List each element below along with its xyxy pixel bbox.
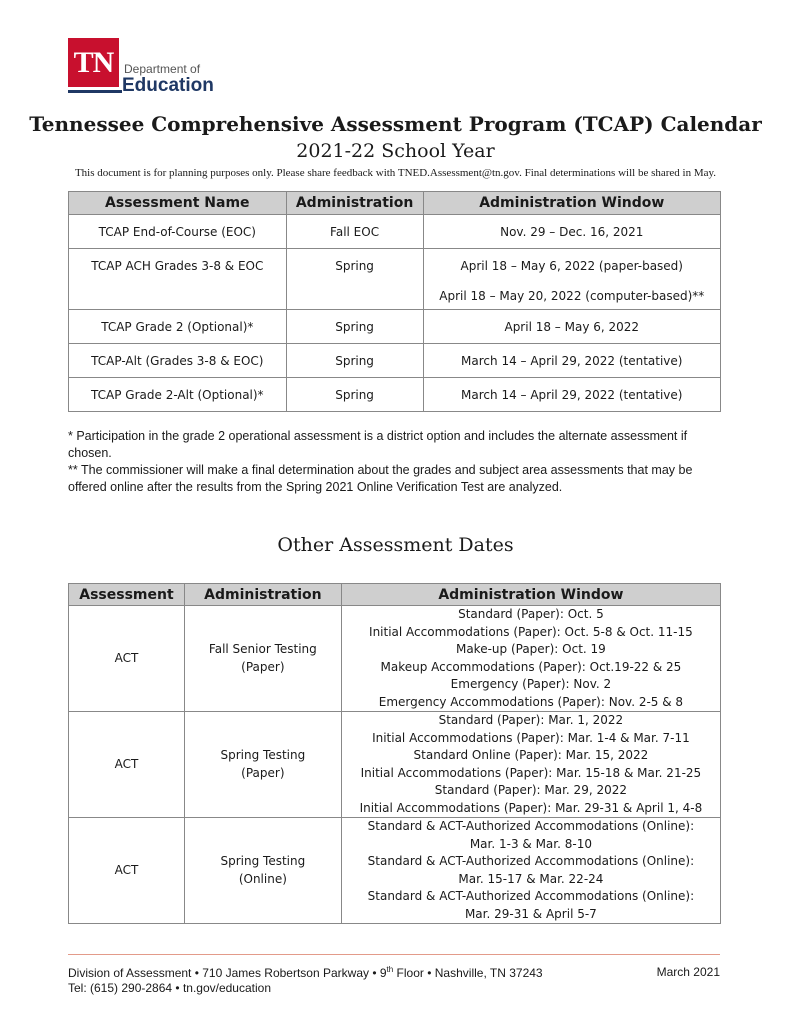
footer-date: March 2021	[656, 965, 720, 979]
tn-doe-logo	[68, 38, 228, 96]
assessment-name-cell: TCAP Grade 2-Alt (Optional)*	[69, 378, 287, 412]
window-line: Makeup Accommodations (Paper): Oct.19-22 & 25	[380, 659, 682, 674]
header-assessment-name: Assessment Name	[69, 192, 287, 215]
window-cell	[341, 818, 720, 924]
address-text: Division of Assessment • 710 James Robertson Parkway • 9	[68, 966, 387, 980]
page-title: Tennessee Comprehensive Assessment Program (TCAP) Calendar	[29, 112, 762, 136]
table-row	[69, 712, 721, 818]
table-row	[69, 606, 721, 712]
window-line: Mar. 29-31 & April 5-7	[464, 906, 597, 921]
admin-line: (Online)	[238, 871, 287, 886]
window-cell	[341, 712, 720, 818]
table-header-row	[69, 192, 721, 215]
table-row	[69, 249, 721, 310]
table-row	[69, 344, 721, 378]
footer-address	[68, 965, 543, 980]
table-row	[69, 378, 721, 412]
admin-line: (Paper)	[241, 659, 285, 674]
administration-cell: Spring	[286, 310, 423, 344]
administration-cell: Spring	[286, 249, 423, 310]
administration-cell: Spring	[286, 344, 423, 378]
admin-line: Spring Testing	[220, 748, 306, 762]
header-administration-window: Administration Window	[341, 584, 720, 606]
admin-line: Spring Testing	[220, 854, 306, 868]
window-line: Make-up (Paper): Oct. 19	[455, 642, 606, 656]
floor-suffix: th	[386, 965, 394, 974]
window-line: Standard (Paper): Mar. 29, 2022	[434, 783, 627, 797]
table-row	[69, 215, 721, 249]
window-line: Standard (Paper): Mar. 1, 2022	[438, 713, 624, 727]
window-line: Standard (Paper): Oct. 5	[458, 607, 604, 621]
window-cell: April 18 – May 6, 2022	[423, 310, 720, 344]
header-assessment: Assessment	[69, 584, 185, 606]
footer-divider	[68, 954, 720, 955]
planning-note: This document is for planning purposes only. Please share feedback with TNED.Assessment@tn.gov. Final determinations will be shared in May.	[74, 167, 717, 179]
administration-cell	[184, 606, 341, 712]
window-cell: March 14 – April 29, 2022 (tentative)	[423, 378, 720, 412]
footnote-grade2: * Participation in the grade 2 operational assessment is a district option and includes the alternate assessment if chosen.	[68, 429, 688, 460]
footer-contact: Tel: (615) 290-2864 • tn.gov/education	[68, 981, 272, 995]
assessment-name-cell: TCAP End-of-Course (EOC)	[69, 215, 287, 249]
window-line: Standard Online (Paper): Mar. 15, 2022	[413, 748, 649, 762]
window-line: Mar. 15-17 & Mar. 22-24	[458, 871, 604, 886]
admin-line: (Paper)	[241, 765, 285, 780]
window-cell	[423, 249, 720, 310]
window-line: Initial Accommodations (Paper): Mar. 1-4 & Mar. 7-11	[372, 730, 690, 745]
administration-cell	[184, 712, 341, 818]
window-line: Emergency (Paper): Nov. 2	[450, 677, 612, 691]
assessment-cell: ACT	[69, 818, 185, 924]
table-header-row	[69, 584, 721, 606]
window-line: Initial Accommodations (Paper): Mar. 29-31 & April 1, 4-8	[359, 800, 703, 815]
window-line: Mar. 1-3 & Mar. 8-10	[469, 836, 592, 851]
assessment-name-cell: TCAP-Alt (Grades 3-8 & EOC)	[69, 344, 287, 378]
logo-rule	[68, 90, 122, 93]
other-assessments-table	[68, 583, 721, 924]
header-administration: Administration	[286, 192, 423, 215]
window-line: Standard & ACT-Authorized Accommodations (Online):	[367, 889, 695, 903]
window-line: Initial Accommodations (Paper): Mar. 15-18 & Mar. 21-25	[360, 765, 702, 780]
footnote-online: ** The commissioner will make a final determination about the grades and subject area assessments that may be offered online after the results from the Spring 2021 Online Verification Test are analyzed.	[68, 463, 693, 494]
window-cell: Nov. 29 – Dec. 16, 2021	[423, 215, 720, 249]
assessment-name-cell: TCAP Grade 2 (Optional)*	[69, 310, 287, 344]
window-line: Standard & ACT-Authorized Accommodations (Online):	[367, 819, 695, 833]
administration-cell: Fall EOC	[286, 215, 423, 249]
header-administration-window: Administration Window	[423, 192, 720, 215]
assessment-name-cell: TCAP ACH Grades 3-8 & EOC	[69, 249, 287, 310]
logo-education-text: Education	[122, 75, 214, 96]
assessment-cell: ACT	[69, 712, 185, 818]
table-row	[69, 310, 721, 344]
header-administration: Administration	[184, 584, 341, 606]
address-text-end: Floor • Nashville, TN 37243	[393, 966, 543, 980]
window-line: Emergency Accommodations (Paper): Nov. 2-5 & 8	[378, 694, 684, 709]
tcap-calendar-table	[68, 191, 721, 412]
assessment-cell: ACT	[69, 606, 185, 712]
footnotes	[68, 428, 728, 496]
window-cell: March 14 – April 29, 2022 (tentative)	[423, 344, 720, 378]
window-line: April 18 – May 20, 2022 (computer-based)**	[439, 289, 705, 303]
window-line: Initial Accommodations (Paper): Oct. 5-8 & Oct. 11-15	[369, 624, 693, 639]
page-subtitle: 2021-22 School Year	[296, 140, 495, 162]
window-line: April 18 – May 6, 2022 (paper-based)	[460, 259, 683, 273]
administration-cell	[184, 818, 341, 924]
other-dates-title: Other Assessment Dates	[277, 534, 514, 556]
admin-line: Fall Senior Testing	[208, 642, 317, 656]
administration-cell: Spring	[286, 378, 423, 412]
window-line: Standard & ACT-Authorized Accommodations (Online):	[367, 854, 695, 868]
logo-dept-text: Department of	[124, 62, 201, 76]
table-row	[69, 818, 721, 924]
logo-mark: TN	[68, 38, 119, 87]
window-cell	[341, 606, 720, 712]
